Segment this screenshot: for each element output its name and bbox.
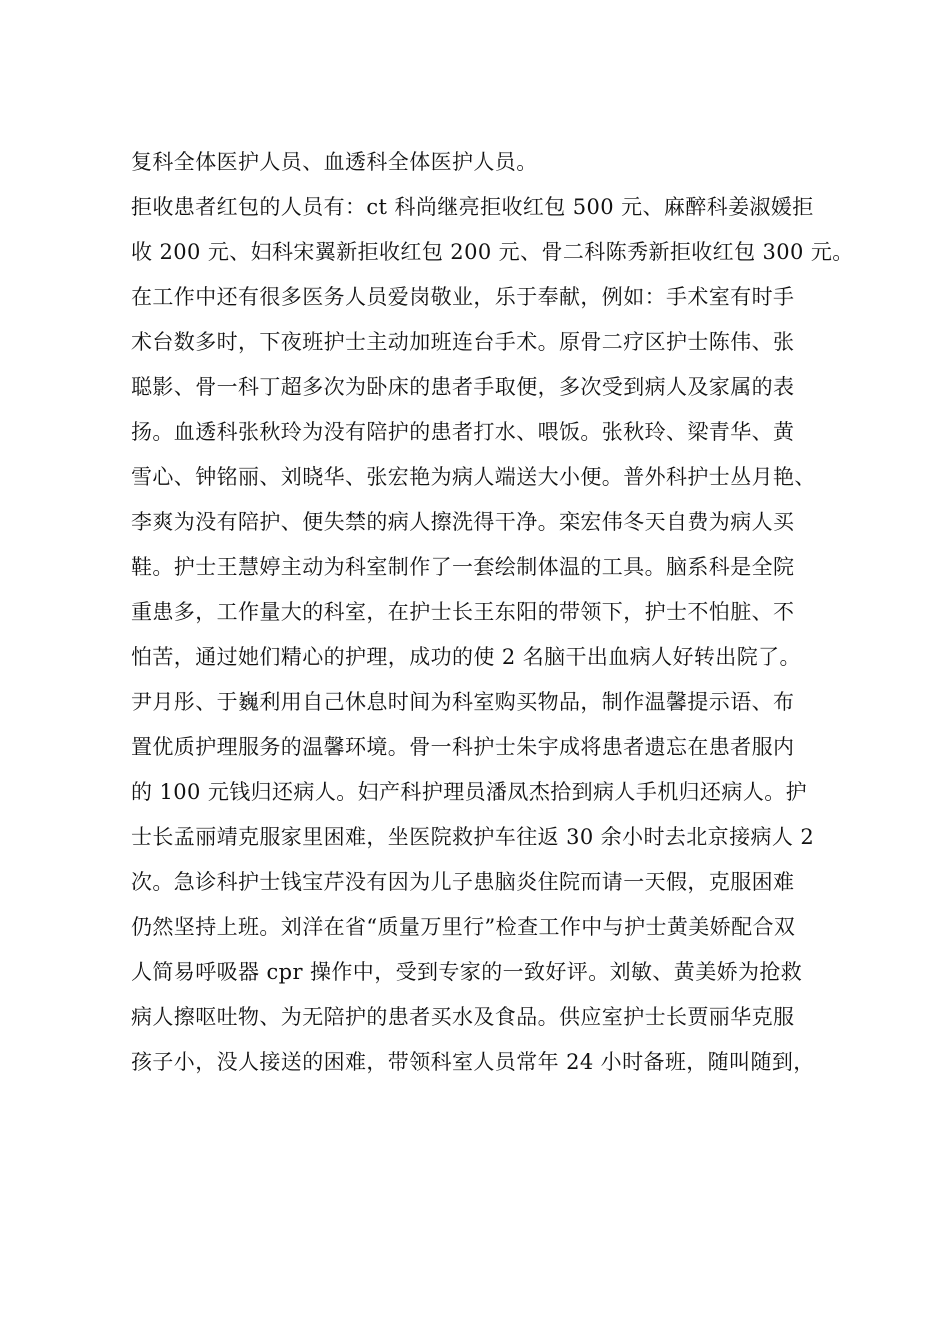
text-line: 重患多，工作量大的科室，在护士长王东阳的带领下，护士不怕脏、不 [131, 600, 795, 624]
text-line: 雪心、钟铭丽、刘晓华、张宏艳为病人端送大小便。普外科护士丛月艳、 [131, 465, 816, 489]
text-line: 收 200 元、妇科宋翼新拒收红包 200 元、骨二科陈秀新拒收红包 300 元。 [131, 240, 854, 264]
text-line: 次。急诊科护士钱宝芹没有因为儿子患脑炎住院而请一天假，克服困难 [131, 870, 795, 894]
text-line: 术台数多时，下夜班护士主动加班连台手术。原骨二疗区护士陈伟、张 [131, 330, 795, 354]
text-line: 病人擦呕吐物、为无陪护的患者买水及食品。供应室护士长贾丽华克服 [131, 1005, 795, 1029]
text-line: 人简易呼吸器 cpr 操作中，受到专家的一致好评。刘敏、黄美娇为抢救 [131, 960, 803, 984]
text-line: 拒收患者红包的人员有：ct 科尚继亮拒收红包 500 元、麻醉科姜淑媛拒 [131, 195, 814, 219]
text-line: 置优质护理服务的温馨环境。骨一科护士朱宇成将患者遗忘在患者服内 [131, 735, 795, 759]
text-line: 仍然坚持上班。刘洋在省“质量万里行”检查工作中与护士黄美娇配合双 [131, 915, 796, 939]
text-line: 怕苦，通过她们精心的护理，成功的使 2 名脑干出血病人好转出院了。 [131, 645, 801, 669]
text-line: 在工作中还有很多医务人员爱岗敬业，乐于奉献，例如：手术室有时手 [131, 285, 795, 309]
body-text [131, 140, 854, 1085]
text-line: 士长孟丽靖克服家里困难，坐医院救护车往返 30 余小时去北京接病人 2 [131, 825, 815, 849]
text-line: 尹月彤、于巍利用自己休息时间为科室购买物品，制作温馨提示语、布 [131, 690, 795, 714]
text-line: 扬。血透科张秋玲为没有陪护的患者打水、喂饭。张秋玲、梁青华、黄 [131, 420, 795, 444]
text-line: 聪影、骨一科丁超多次为卧床的患者手取便，多次受到病人及家属的表 [131, 375, 795, 399]
text-line: 的 100 元钱归还病人。妇产科护理员潘凤杰拾到病人手机归还病人。护 [131, 780, 808, 804]
text-line: 李爽为没有陪护、便失禁的病人擦洗得干净。栾宏伟冬天自费为病人买 [131, 510, 795, 534]
text-line: 鞋。护士王慧婷主动为科室制作了一套绘制体温的工具。脑系科是全院 [131, 555, 795, 579]
text-line: 孩子小，没人接送的困难，带领科室人员常年 24 小时备班，随叫随到， [131, 1050, 815, 1074]
text-line: 复科全体医护人员、血透科全体医护人员。 [131, 150, 538, 174]
